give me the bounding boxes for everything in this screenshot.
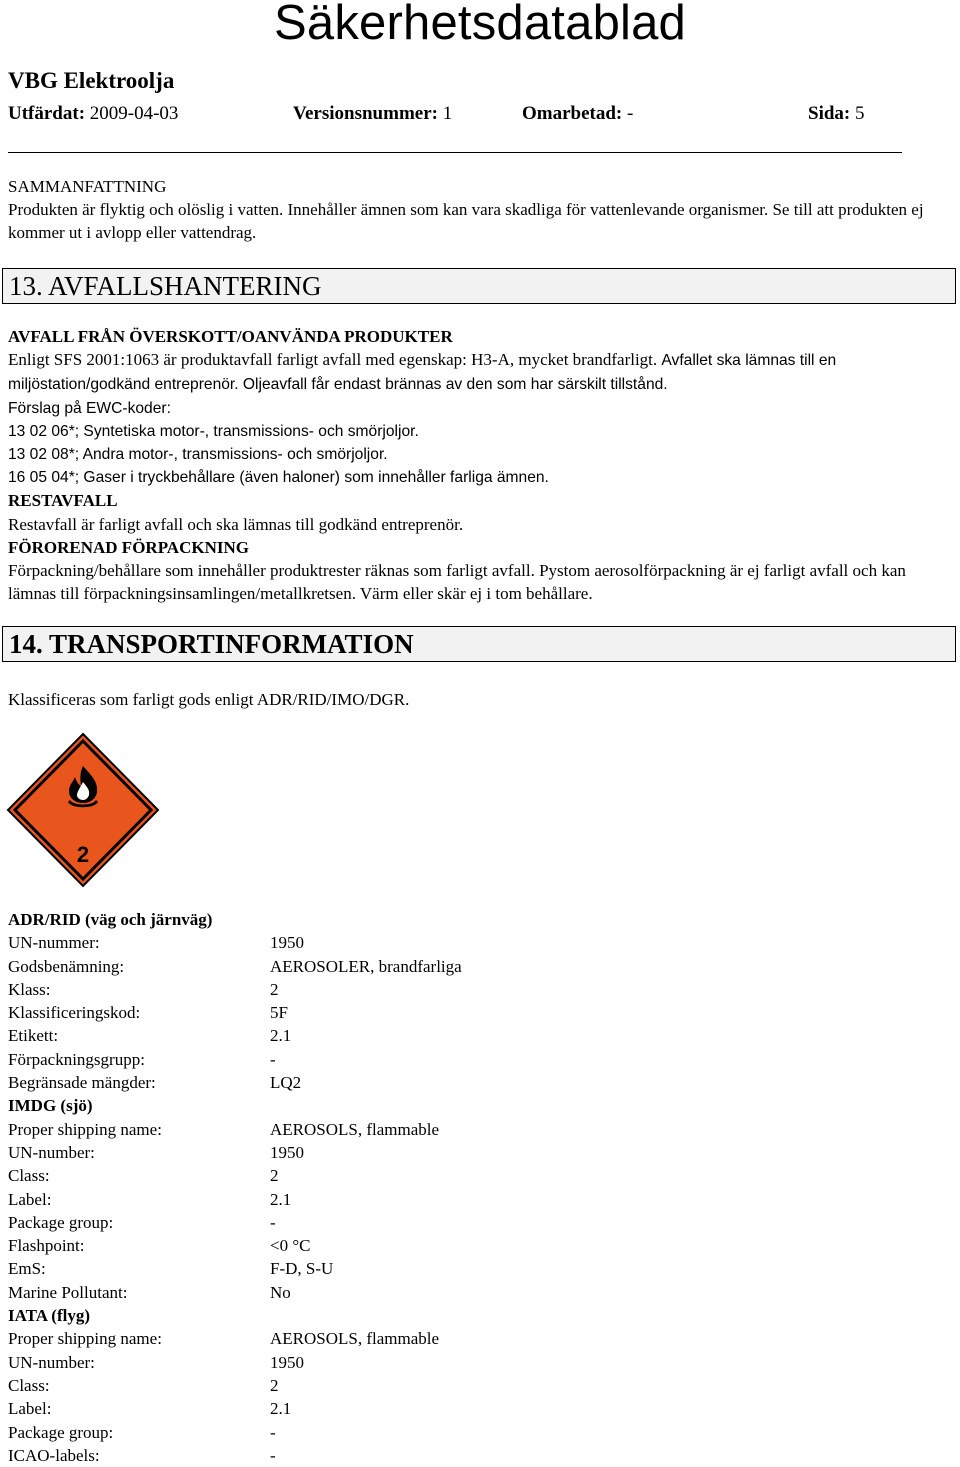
- adr-row: [8, 1001, 708, 1024]
- imdg-label: Class:: [8, 1166, 50, 1186]
- residual-waste-heading: RESTAVFALL: [8, 491, 118, 511]
- version-value: 1: [442, 103, 453, 124]
- header-divider: [8, 152, 902, 153]
- iata-value: 1950: [270, 1352, 304, 1372]
- adr-label: Begränsade mängder:: [8, 1073, 156, 1093]
- revised-label: Omarbetad:: [522, 103, 623, 124]
- section-13-title: 13. AVFALLSHANTERING: [9, 271, 322, 301]
- iata-value: 2.1: [270, 1399, 292, 1419]
- imdg-label: Label:: [8, 1189, 52, 1209]
- hazard-class-number: 2: [76, 842, 90, 867]
- imdg-row: [8, 1188, 708, 1211]
- adr-label: Klass:: [8, 979, 51, 999]
- imdg-value: 2.1: [270, 1189, 292, 1209]
- waste-surplus-text: [8, 348, 950, 396]
- iata-value: AEROSOLS, flammable: [270, 1329, 440, 1349]
- imdg-label: Proper shipping name:: [8, 1119, 162, 1139]
- imdg-value: -: [270, 1212, 276, 1232]
- adr-label: Etikett:: [8, 1026, 59, 1046]
- adr-value: AEROSOLER, brandfarliga: [270, 956, 462, 976]
- adr-row: [8, 1071, 708, 1094]
- adr-value: 2.1: [270, 1026, 292, 1046]
- version-number: [293, 101, 452, 127]
- iata-label: ICAO-labels:: [8, 1445, 100, 1465]
- imdg-label: Package group:: [8, 1212, 114, 1232]
- imdg-value: 2: [270, 1166, 279, 1186]
- iata-label: Package group:: [8, 1422, 114, 1442]
- imdg-row: [8, 1141, 708, 1164]
- ewc-code-1: 13 02 06*; Syntetiska motor-, transmissions- och smörjoljor.: [8, 422, 419, 440]
- ewc-code-2: 13 02 08*; Andra motor-, transmissions- och smörjoljor.: [8, 446, 388, 464]
- adr-row: [8, 978, 708, 1001]
- adr-label: Godsbenämning:: [8, 956, 125, 976]
- page-label: Sida:: [808, 103, 851, 124]
- iata-label: Class:: [8, 1375, 50, 1395]
- imdg-label: Marine Pollutant:: [8, 1282, 128, 1302]
- imdg-value: AEROSOLS, flammable: [270, 1119, 440, 1139]
- imdg-label: EmS:: [8, 1259, 46, 1279]
- imdg-row: [8, 1211, 708, 1234]
- iata-label: Proper shipping name:: [8, 1329, 162, 1349]
- summary-text: Produkten är flyktig och olöslig i vatten. Innehåller ämnen som kan vara skadliga för vattenlevande organismer. Se till att produkten ej kommer ut i avlopp eller vattendrag.: [8, 200, 924, 243]
- summary-heading: SAMMANFATTNING: [8, 177, 167, 196]
- iata-row: [8, 1351, 708, 1374]
- imdg-label: Flashpoint:: [8, 1236, 85, 1256]
- company-name: VBG Elektroolja: [8, 68, 175, 93]
- revised-date: [522, 101, 633, 127]
- imdg-row: [8, 1164, 708, 1187]
- imdg-row: [8, 1257, 708, 1280]
- section-13-header: [2, 268, 956, 304]
- adr-value: 1950: [270, 933, 304, 953]
- page-number: [808, 101, 865, 127]
- transport-intro: Klassificeras som farligt gods enligt ADR/RID/IMO/DGR.: [8, 690, 410, 709]
- summary-section: [8, 175, 950, 245]
- iata-value: -: [270, 1445, 276, 1465]
- ewc-code-3: 16 05 04*; Gaser i tryckbehållare (även haloner) som innehåller farliga ämnen.: [8, 469, 549, 487]
- sfs-text: Enligt SFS 2001:1063 är produktavfall farligt avfall med egenskap: H3-A, mycket brandfarligt.: [8, 350, 658, 370]
- imdg-value: <0 °C: [270, 1236, 311, 1256]
- iata-label: Label:: [8, 1399, 52, 1419]
- adr-value: LQ2: [270, 1073, 302, 1093]
- iata-row: [8, 1444, 708, 1467]
- iata-row: [8, 1374, 708, 1397]
- ewc-intro: Förslag på EWC-koder:: [8, 399, 171, 417]
- iata-label: UN-number:: [8, 1352, 95, 1372]
- iata-value: -: [270, 1422, 276, 1442]
- iata-value: 2: [270, 1375, 279, 1395]
- imdg-row: [8, 1118, 708, 1141]
- adr-value: 5F: [270, 1003, 288, 1023]
- iata-row: [8, 1327, 708, 1350]
- adr-heading: ADR/RID (väg och järnväg): [8, 910, 213, 929]
- imdg-heading: IMDG (sjö): [8, 1096, 93, 1116]
- section-14-header: [2, 626, 956, 662]
- revised-value: -: [627, 103, 634, 124]
- flammable-gas-hazard-icon: [6, 732, 160, 888]
- adr-label: Klassificeringskod:: [8, 1003, 141, 1023]
- imdg-label: UN-number:: [8, 1142, 95, 1162]
- adr-row: [8, 955, 708, 978]
- imdg-row: [8, 1281, 708, 1304]
- version-label: Versionsnummer:: [293, 103, 438, 124]
- imdg-value: No: [270, 1282, 291, 1302]
- issued-label: Utfärdat:: [8, 103, 86, 124]
- iata-heading: IATA (flyg): [8, 1306, 91, 1326]
- imdg-value: F-D, S-U: [270, 1259, 334, 1279]
- adr-value: -: [270, 1049, 276, 1069]
- adr-row: [8, 931, 708, 954]
- adr-value: 2: [270, 979, 279, 999]
- adr-row: [8, 1024, 708, 1047]
- disposal-text: Avfallet ska lämnas till en miljöstation/godkänd entreprenör. Oljeavfall får endast brännas av den som har särskilt tillstånd.: [8, 352, 837, 394]
- iata-row: [8, 1397, 708, 1420]
- page-value: 5: [855, 103, 865, 124]
- issued-date: [8, 101, 178, 127]
- issued-value: 2009-04-03: [89, 103, 179, 124]
- adr-label: Förpackningsgrupp:: [8, 1049, 145, 1069]
- section-14-title: 14. TRANSPORTINFORMATION: [9, 629, 414, 659]
- contaminated-packaging-heading: FÖRORENAD FÖRPACKNING: [8, 537, 249, 557]
- imdg-row: [8, 1234, 708, 1257]
- waste-surplus-heading: AVFALL FRÅN ÖVERSKOTT/OANVÄNDA PRODUKTER: [8, 327, 453, 346]
- section-13-body: [8, 325, 950, 605]
- transport-details: [8, 908, 708, 1467]
- iata-row: [8, 1421, 708, 1444]
- document-title: Säkerhetsdatablad: [273, 0, 687, 50]
- contaminated-packaging-text: Förpackning/behållare som innehåller produktrester räknas som farligt avfall. Pystom aerosolförpackning är ej farligt avfall och kan lämnas till förpackningsinsamlingen/metallkretsen. Värm eller skär ej i tom behållare.: [8, 561, 906, 604]
- adr-row: [8, 1048, 708, 1071]
- adr-label: UN-nummer:: [8, 933, 100, 953]
- residual-waste-text: Restavfall är farligt avfall och ska lämnas till godkänd entreprenör.: [8, 514, 464, 534]
- imdg-value: 1950: [270, 1142, 304, 1162]
